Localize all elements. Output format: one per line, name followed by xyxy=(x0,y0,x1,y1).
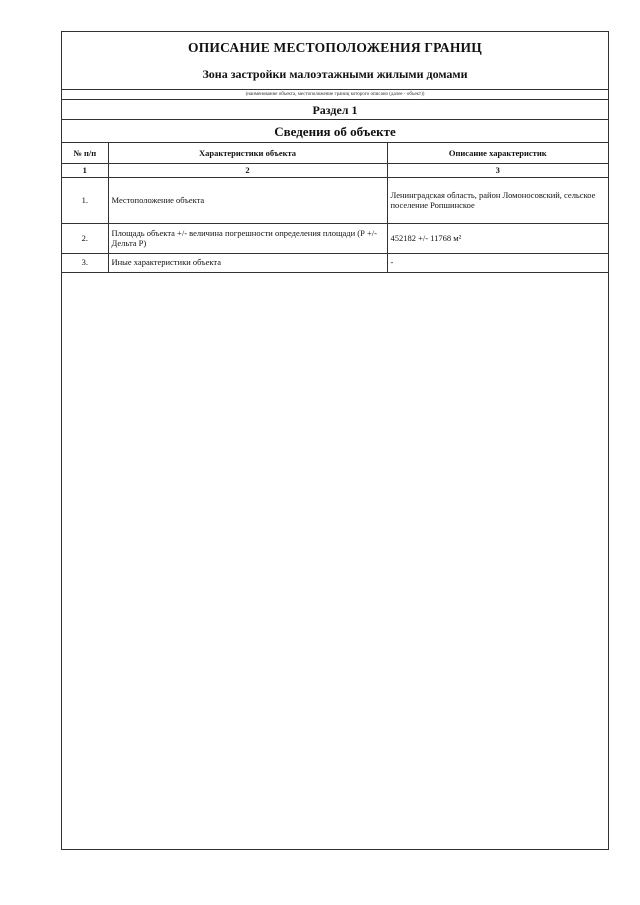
zone-note: (наименование объекта, местоположение границ которого описано (далее - объект)) xyxy=(62,90,608,100)
table-row xyxy=(62,223,608,253)
table-row xyxy=(62,177,608,223)
row-description: Ленинградская область, район Ломоносовский, сельское поселение Ропшинское xyxy=(387,177,608,223)
column-number: 2 xyxy=(108,163,387,177)
section-label: Раздел 1 xyxy=(62,100,608,120)
row-description: 452182 +/- 11768 м² xyxy=(387,223,608,253)
row-characteristic: Иные характеристики объекта xyxy=(108,253,387,272)
row-num: 3. xyxy=(62,253,108,272)
object-info-table xyxy=(62,143,608,273)
column-number: 1 xyxy=(62,163,108,177)
table-header-row xyxy=(62,143,608,163)
table-row xyxy=(62,253,608,272)
header-num: № п/п xyxy=(62,143,108,163)
section-title: Сведения об объекте xyxy=(62,120,608,143)
row-num: 1. xyxy=(62,177,108,223)
header-characteristic: Характеристики объекта xyxy=(108,143,387,163)
zone-name: Зона застройки малоэтажными жилыми домами xyxy=(202,67,468,81)
row-description: - xyxy=(387,253,608,272)
row-characteristic: Местоположение объекта xyxy=(108,177,387,223)
document-frame xyxy=(61,31,609,850)
row-num: 2. xyxy=(62,223,108,253)
column-number: 3 xyxy=(387,163,608,177)
header-description: Описание характеристик xyxy=(387,143,608,163)
title-block xyxy=(62,32,608,90)
row-characteristic: Площадь объекта +/- величина погрешности определения площади (Р +/- Дельта Р) xyxy=(108,223,387,253)
column-number-row xyxy=(62,163,608,177)
document-title: ОПИСАНИЕ МЕСТОПОЛОЖЕНИЯ ГРАНИЦ xyxy=(188,40,482,55)
